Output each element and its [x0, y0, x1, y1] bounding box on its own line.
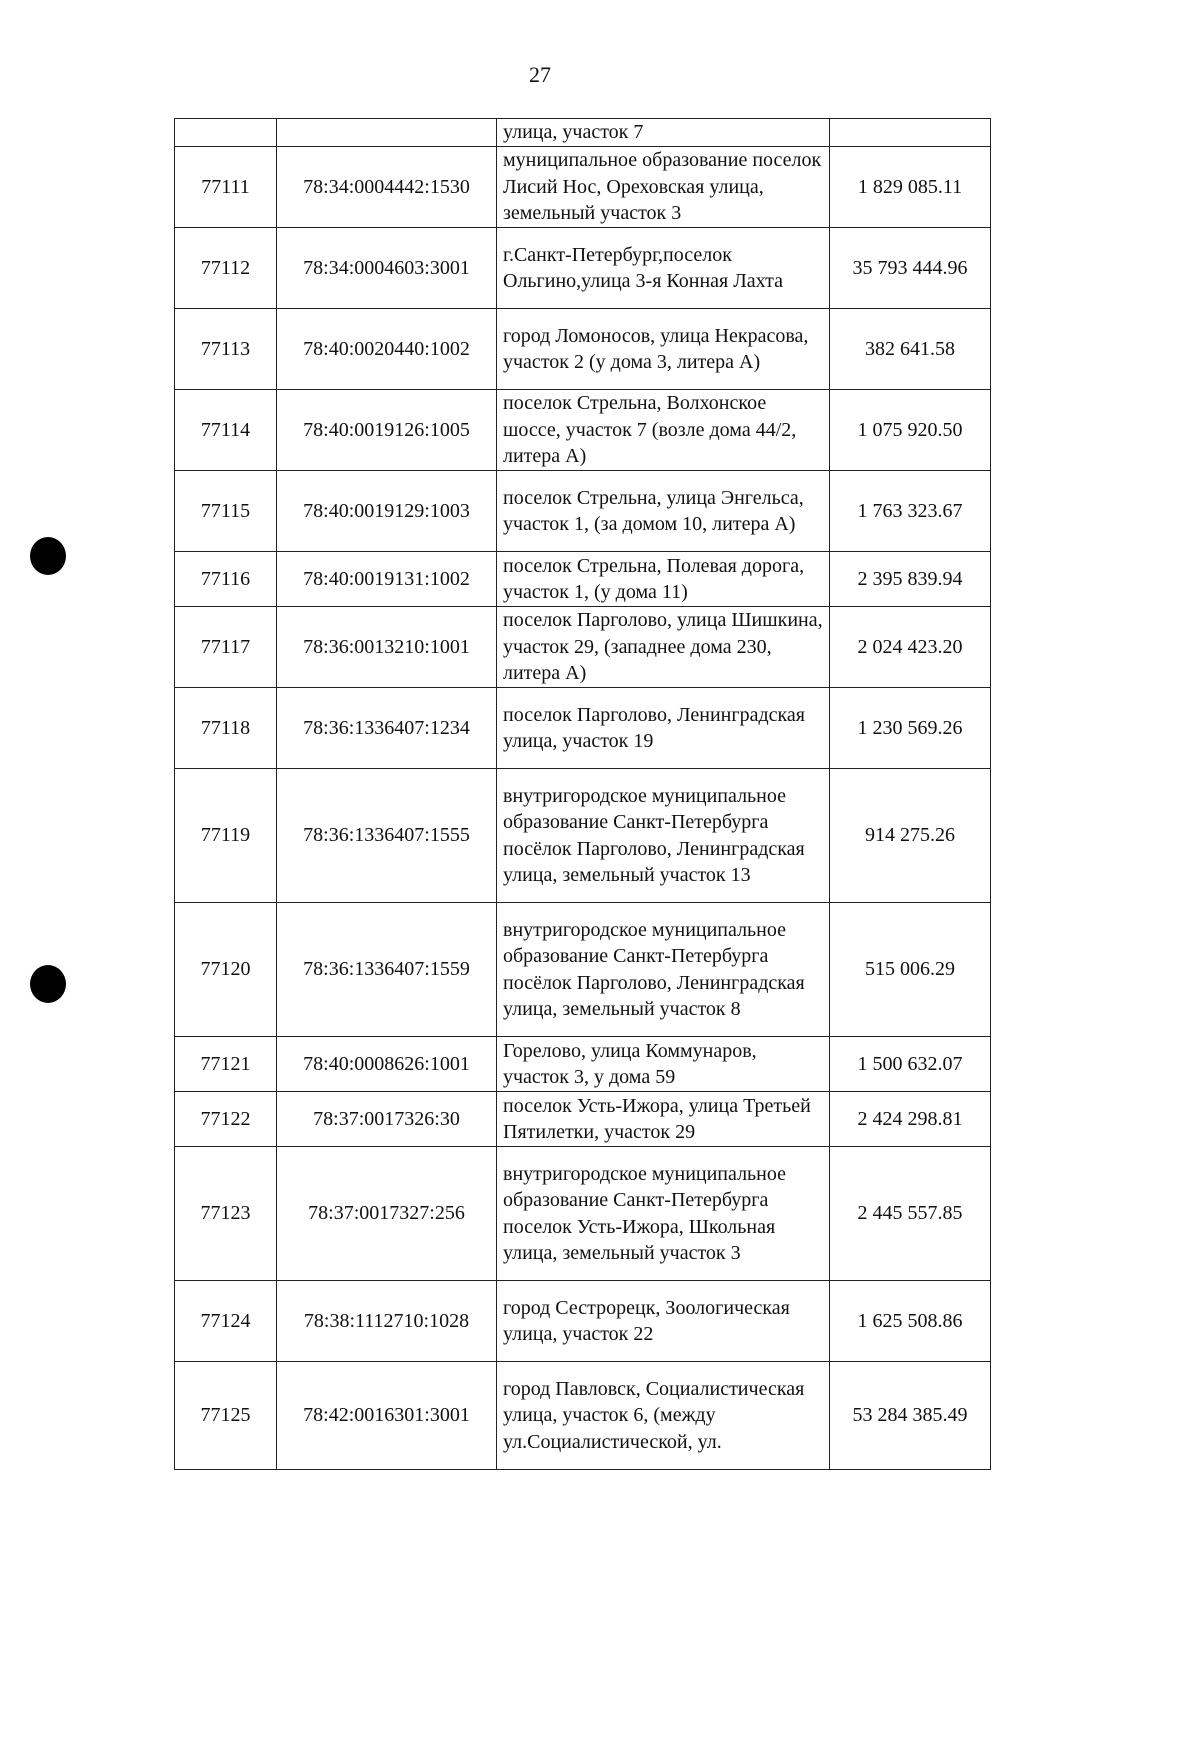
table-row [175, 119, 991, 147]
table-row [175, 228, 991, 309]
row-number-cell: 77120 [175, 903, 277, 1037]
table-row [175, 1362, 991, 1470]
table-row [175, 309, 991, 390]
cadastral-value-cell: 2 395 839.94 [830, 552, 991, 607]
table-row [175, 147, 991, 228]
address-cell: поселок Усть-Ижора, улица Третьей Пятилетки, участок 29 [497, 1092, 830, 1147]
row-number-cell: 77119 [175, 769, 277, 903]
row-number-cell: 77112 [175, 228, 277, 309]
row-number-cell: 77118 [175, 688, 277, 769]
cadastral-number-cell: 78:40:0019129:1003 [277, 471, 497, 552]
cadastral-value-cell: 1 829 085.11 [830, 147, 991, 228]
address-cell: город Ломоносов, улица Некрасова, участок 2 (у дома 3, литера А) [497, 309, 830, 390]
cadastral-value-cell: 515 006.29 [830, 903, 991, 1037]
cadastral-value-cell: 53 284 385.49 [830, 1362, 991, 1470]
address-cell: улица, участок 7 [497, 119, 830, 147]
address-cell: город Сестрорецк, Зоологическая улица, участок 22 [497, 1281, 830, 1362]
punch-hole-mark [30, 965, 66, 1003]
page-number: 27 [529, 62, 551, 87]
punch-hole-mark [30, 537, 66, 575]
table-row [175, 1147, 991, 1281]
cadastral-value-cell: 35 793 444.96 [830, 228, 991, 309]
table-row [175, 552, 991, 607]
table-row [175, 769, 991, 903]
address-cell: поселок Стрельна, улица Энгельса, участок 1, (за домом 10, литера А) [497, 471, 830, 552]
cadastral-number-cell: 78:36:1336407:1234 [277, 688, 497, 769]
cadastral-number-cell: 78:37:0017326:30 [277, 1092, 497, 1147]
table-row [175, 903, 991, 1037]
row-number-cell: 77125 [175, 1362, 277, 1470]
cadastral-number-cell: 78:40:0019126:1005 [277, 390, 497, 471]
cadastral-number-cell: 78:37:0017327:256 [277, 1147, 497, 1281]
table-row [175, 607, 991, 688]
cadastral-value-cell: 2 024 423.20 [830, 607, 991, 688]
row-number-cell: 77124 [175, 1281, 277, 1362]
cadastral-value-cell: 2 424 298.81 [830, 1092, 991, 1147]
address-cell: внутригородское муниципальное образование Санкт-Петербурга поселок Усть-Ижора, Школьная улица, земельный участок 3 [497, 1147, 830, 1281]
address-cell: поселок Стрельна, Волхонское шоссе, участок 7 (возле дома 44/2, литера А) [497, 390, 830, 471]
cadastral-number-cell: 78:40:0008626:1001 [277, 1037, 497, 1092]
cadastral-number-cell: 78:36:1336407:1559 [277, 903, 497, 1037]
address-cell: Горелово, улица Коммунаров, участок 3, у дома 59 [497, 1037, 830, 1092]
address-cell: г.Санкт-Петербург,поселок Ольгино,улица 3-я Конная Лахта [497, 228, 830, 309]
cadastral-value-cell: 1 230 569.26 [830, 688, 991, 769]
cadastral-number-cell: 78:36:0013210:1001 [277, 607, 497, 688]
row-number-cell: 77123 [175, 1147, 277, 1281]
address-cell: поселок Стрельна, Полевая дорога, участок 1, (у дома 11) [497, 552, 830, 607]
cadastral-value-cell: 382 641.58 [830, 309, 991, 390]
table-row [175, 390, 991, 471]
address-cell: муниципальное образование поселок Лисий Нос, Ореховская улица, земельный участок 3 [497, 147, 830, 228]
cadastral-value-cell: 2 445 557.85 [830, 1147, 991, 1281]
table-row [175, 1281, 991, 1362]
row-number-cell: 77121 [175, 1037, 277, 1092]
cadastral-number-cell: 78:40:0019131:1002 [277, 552, 497, 607]
address-cell: поселок Парголово, Ленинградская улица, участок 19 [497, 688, 830, 769]
address-cell: внутригородское муниципальное образование Санкт-Петербурга посёлок Парголово, Ленинградская улица, земельный участок 8 [497, 903, 830, 1037]
row-number-cell [175, 119, 277, 147]
table-row [175, 471, 991, 552]
cadastral-number-cell: 78:36:1336407:1555 [277, 769, 497, 903]
cadastral-number-cell: 78:42:0016301:3001 [277, 1362, 497, 1470]
row-number-cell: 77117 [175, 607, 277, 688]
cadastral-number-cell [277, 119, 497, 147]
row-number-cell: 77116 [175, 552, 277, 607]
row-number-cell: 77111 [175, 147, 277, 228]
cadastral-value-cell: 914 275.26 [830, 769, 991, 903]
cadastral-number-cell: 78:34:0004442:1530 [277, 147, 497, 228]
cadastral-value-cell: 1 763 323.67 [830, 471, 991, 552]
row-number-cell: 77122 [175, 1092, 277, 1147]
table-row [175, 1092, 991, 1147]
row-number-cell: 77113 [175, 309, 277, 390]
cadastral-value-cell: 1 500 632.07 [830, 1037, 991, 1092]
cadastral-number-cell: 78:38:1112710:1028 [277, 1281, 497, 1362]
cadastral-value-cell: 1 625 508.86 [830, 1281, 991, 1362]
address-cell: поселок Парголово, улица Шишкина, участок 29, (западнее дома 230, литера А) [497, 607, 830, 688]
table-row [175, 688, 991, 769]
cadastral-number-cell: 78:40:0020440:1002 [277, 309, 497, 390]
address-cell: город Павловск, Социалистическая улица, участок 6, (между ул.Социалистической, ул. [497, 1362, 830, 1470]
cadastral-value-cell [830, 119, 991, 147]
row-number-cell: 77114 [175, 390, 277, 471]
cadastral-value-cell: 1 075 920.50 [830, 390, 991, 471]
table-row [175, 1037, 991, 1092]
row-number-cell: 77115 [175, 471, 277, 552]
cadastral-number-cell: 78:34:0004603:3001 [277, 228, 497, 309]
address-cell: внутригородское муниципальное образование Санкт-Петербурга посёлок Парголово, Ленинградская улица, земельный участок 13 [497, 769, 830, 903]
land-plot-table [174, 118, 991, 1470]
